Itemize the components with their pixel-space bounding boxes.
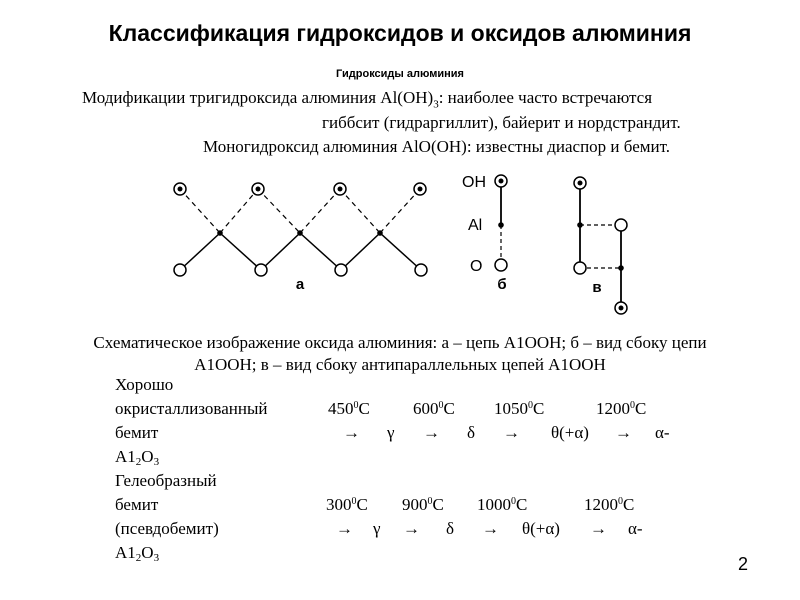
temp-300: $300^0C$ xyxy=(326,495,368,514)
oxygen-atom xyxy=(574,262,586,274)
arrow: → xyxy=(343,423,360,442)
hydroxyl-atom xyxy=(334,183,346,195)
row2-label-line3: (псевдобемит) xyxy=(115,519,219,538)
paragraph-line-2: гиббсит (гидраргиллит), байерит и нордстрандит. xyxy=(322,113,681,132)
paragraph-line-1: Модификации тригидроксида алюминия $Al(OH)_3$: наиболее часто встречаются xyxy=(82,88,653,111)
page-title: Классификация гидроксидов и оксидов алюминия xyxy=(108,20,692,46)
label-b: б xyxy=(497,276,507,293)
row2-label-line1: Гелеобразный xyxy=(115,471,217,490)
oxygen-atom xyxy=(335,264,347,276)
al-label: Al xyxy=(468,217,483,234)
hydroxyl-atom xyxy=(252,183,264,195)
aluminum-atom xyxy=(297,230,303,236)
oh-label: OH xyxy=(462,174,486,191)
arrow: → xyxy=(423,423,440,442)
alpha-phase: α- xyxy=(655,423,670,442)
hydroxyl-atom xyxy=(174,183,186,195)
label-v: в xyxy=(592,279,602,296)
temp-900: $900^0C$ xyxy=(402,495,444,514)
temp-450: $450^0C$ xyxy=(328,399,370,418)
row2-formula: $А1_2O_3$ xyxy=(115,543,160,564)
label-a: а xyxy=(295,276,305,293)
caption-line-1: Схематическое изображение оксида алюминия: а – цепь А1ООН; б – вид сбоку цепи xyxy=(93,333,707,352)
theta-phase: θ(+α) xyxy=(551,423,589,442)
arrow: → xyxy=(403,519,420,538)
temp-1050: 1050$^0$C xyxy=(494,399,545,418)
row2-label-line2: бемит xyxy=(115,495,159,514)
aluminum-atom xyxy=(498,222,504,228)
row1-formula: $А1_2O_3$ xyxy=(115,447,160,468)
temp-1200-gel: 1200$^0$C xyxy=(584,495,635,514)
arrow: → xyxy=(590,519,607,538)
hydroxyl-atom xyxy=(414,183,426,195)
o-label: O xyxy=(470,258,483,275)
row1-label-line2: окристаллизованный xyxy=(115,399,268,418)
aluminum-atom xyxy=(217,230,223,236)
oxygen-atom xyxy=(174,264,186,276)
temp-600: $600^0C$ xyxy=(413,399,455,418)
arrow: → xyxy=(503,423,520,442)
paragraph-line-3: Моногидроксид алюминия AlO(OH): известны диаспор и бемит. xyxy=(203,137,671,156)
arrow: → xyxy=(482,519,499,538)
side-view-diagram-b xyxy=(462,174,507,293)
temp-1200: 1200$^0$C xyxy=(596,399,647,418)
chain-diagram-a xyxy=(174,183,427,293)
aluminum-atom xyxy=(377,230,383,236)
alpha-phase: α- xyxy=(628,519,643,538)
delta-phase: δ xyxy=(467,423,476,442)
gamma-phase: γ xyxy=(387,423,395,442)
row1-label-line1: Хорошо xyxy=(115,375,174,394)
hydroxyl-atom xyxy=(615,302,627,314)
delta-phase: δ xyxy=(446,519,455,538)
hydroxyl-atom xyxy=(495,175,507,187)
section-subtitle: Гидроксиды алюминия xyxy=(336,68,464,80)
theta-phase: θ(+α) xyxy=(522,519,560,538)
oxygen-atom xyxy=(255,264,267,276)
arrow: → xyxy=(615,423,632,442)
oxygen-atom xyxy=(615,219,627,231)
aluminum-atom xyxy=(618,265,624,271)
oxygen-atom xyxy=(495,259,507,271)
figure-caption xyxy=(20,332,780,376)
row1-label-line3: бемит xyxy=(115,423,159,442)
caption-line-2: А1ООН; в – вид сбоку антипараллельных цепей А1ООН xyxy=(194,355,606,374)
gamma-phase: γ xyxy=(373,519,381,538)
temp-1000: 1000$^0$C xyxy=(477,495,528,514)
antiparallel-diagram-v xyxy=(574,177,627,314)
arrow: → xyxy=(336,519,353,538)
slide-number: 2 xyxy=(738,554,749,574)
oxygen-atom xyxy=(415,264,427,276)
hydroxyl-atom xyxy=(574,177,586,189)
aluminum-atom xyxy=(577,222,583,228)
